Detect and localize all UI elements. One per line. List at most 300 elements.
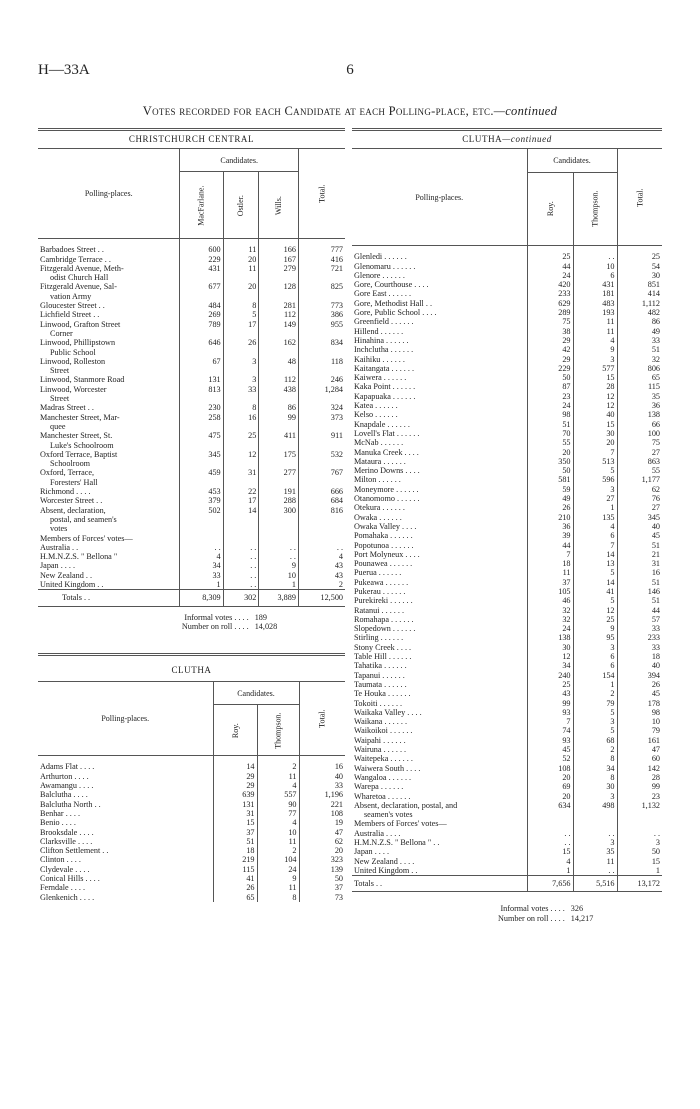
vote-count <box>223 273 259 282</box>
table-row <box>352 633 662 642</box>
section-title-christchurch-central: CHRISTCHURCH CENTRAL <box>128 134 255 144</box>
vote-count: 777 <box>298 239 345 255</box>
table-row <box>38 431 345 440</box>
table-row <box>352 680 662 689</box>
table-row <box>352 857 662 866</box>
table-row <box>352 317 662 326</box>
table-row <box>38 524 345 533</box>
vote-count: 26 <box>617 680 662 689</box>
vote-count: 1,112 <box>617 299 662 308</box>
number-on-roll-value: 14,217 <box>570 913 594 923</box>
polling-place-name: Japan . . . . <box>40 561 76 571</box>
table-row <box>352 503 662 512</box>
vote-count: 32 <box>527 606 573 615</box>
vote-count: 789 <box>180 320 223 329</box>
vote-count: 8 <box>223 403 259 412</box>
vote-count: 639 <box>213 790 257 799</box>
vote-count: 229 <box>180 255 223 264</box>
polling-place-name: Members of Forces' votes— <box>354 819 447 829</box>
table-row <box>352 485 662 494</box>
vote-count: 581 <box>527 475 573 484</box>
table-row <box>352 475 662 484</box>
vote-count: 98 <box>527 410 573 419</box>
informal-votes-value: 326 <box>570 904 584 914</box>
polling-place-name: Taumata . . . . . . <box>354 679 407 689</box>
table-row <box>352 652 662 661</box>
vote-count: 502 <box>180 506 223 515</box>
vote-count: 221 <box>299 800 345 809</box>
vote-count: 162 <box>259 338 299 347</box>
polling-place-name: Glenledi . . . . . . <box>354 252 407 262</box>
total-header-label: Total. <box>317 184 327 203</box>
polling-place-name: Benio . . . . <box>40 818 76 828</box>
vote-count <box>223 478 259 487</box>
table-row <box>352 847 662 856</box>
vote-count: 2 <box>257 756 299 772</box>
vote-count: 240 <box>527 671 573 680</box>
vote-count: 149 <box>259 320 299 329</box>
polling-place-name: Kaihiku . . . . . . <box>354 354 405 364</box>
vote-count: 76 <box>617 494 662 503</box>
polling-place-name: Absent, declaration, postal, and <box>354 800 458 810</box>
vote-count: . . <box>180 543 223 552</box>
polling-place-name: Schoolroom <box>50 459 91 469</box>
table-row <box>352 624 662 633</box>
vote-count: 16 <box>299 756 345 772</box>
vote-count <box>527 810 573 819</box>
polling-place-name: Linwood, Grafton Street <box>40 319 121 329</box>
vote-count <box>259 534 299 543</box>
vote-count: 7 <box>573 448 617 457</box>
polling-place-name: postal, and seamen's <box>50 514 117 524</box>
vote-count: 51 <box>617 578 662 587</box>
polling-place-name: Purekireki . . . . . . <box>354 596 413 606</box>
vote-count: 532 <box>298 450 345 459</box>
polling-place-name: Brooksdale . . . . <box>40 827 94 837</box>
vote-count: 1 <box>180 580 223 590</box>
table-row <box>38 338 345 347</box>
table-row <box>38 506 345 515</box>
vote-count: 15 <box>617 857 662 866</box>
polling-place-name: Clinton . . . . <box>40 855 81 865</box>
vote-count: 27 <box>617 448 662 457</box>
vote-count: 955 <box>298 320 345 329</box>
vote-count: 193 <box>573 308 617 317</box>
vote-count: 43 <box>298 571 345 580</box>
polling-place-name: Stony Creek . . . . <box>354 642 412 652</box>
vote-count: 55 <box>617 466 662 475</box>
vote-count: 210 <box>527 513 573 522</box>
table-row <box>38 478 345 487</box>
polling-place-name: Tokoiti . . . . . . <box>354 698 403 708</box>
polling-place-name: Glenore . . . . . . <box>354 270 405 280</box>
vote-count: 289 <box>527 308 573 317</box>
vote-count: 1,177 <box>617 475 662 484</box>
vote-count <box>617 810 662 819</box>
vote-count: 99 <box>527 699 573 708</box>
vote-count: 10 <box>257 828 299 837</box>
vote-count: 8 <box>573 754 617 763</box>
polling-place-name: Waipahi . . . . . . <box>354 735 406 745</box>
polling-place-name: Wharetoa . . . . . . <box>354 791 411 801</box>
vote-count: . . <box>527 829 573 838</box>
section-title-suffix: —continued <box>502 134 552 144</box>
vote-count: 138 <box>527 633 573 642</box>
vote-count: 15 <box>573 373 617 382</box>
vote-count: 36 <box>617 401 662 410</box>
polling-place-name: Waikaka Valley . . . . <box>354 707 422 717</box>
vote-count: 258 <box>180 413 223 422</box>
table-row <box>38 310 345 319</box>
vote-count <box>259 329 299 338</box>
vote-count: 112 <box>259 375 299 384</box>
polling-place-name: Warepa . . . . . . <box>354 782 404 792</box>
polling-place-name: Ferndale . . . . <box>40 883 86 893</box>
vote-count: 394 <box>617 671 662 680</box>
vote-count: 2 <box>298 580 345 590</box>
polling-place-name: Awamangu . . . . <box>40 781 94 791</box>
vote-count: 65 <box>213 893 257 902</box>
vote-count <box>259 348 299 357</box>
clutha-continued-body <box>352 246 662 876</box>
polling-place-name: New Zealand . . <box>40 570 93 580</box>
vote-count: 135 <box>573 513 617 522</box>
vote-count: 25 <box>617 246 662 262</box>
table-row <box>38 561 345 570</box>
vote-count: 11 <box>573 327 617 336</box>
vote-count: 57 <box>617 615 662 624</box>
vote-count: 629 <box>527 299 573 308</box>
polling-places-header: Polling-places. <box>352 149 527 246</box>
vote-count: 8 <box>257 893 299 902</box>
vote-count: 420 <box>527 280 573 289</box>
vote-count: 131 <box>180 375 223 384</box>
vote-count: 79 <box>617 726 662 735</box>
page-code: H—33A <box>38 62 90 78</box>
table-row <box>38 756 345 772</box>
vote-count: 1,132 <box>617 801 662 810</box>
vote-count: 12 <box>573 401 617 410</box>
vote-count: 104 <box>257 855 299 864</box>
vote-count: 7 <box>527 717 573 726</box>
vote-count: 10 <box>259 571 299 580</box>
table-row <box>352 671 662 680</box>
table-row <box>38 846 345 855</box>
polling-place-name: Clifton Settlement . . <box>40 846 109 856</box>
vote-count: 11 <box>223 264 259 273</box>
polling-place-name: Pomahaka . . . . . . <box>354 531 413 541</box>
vote-count: 14 <box>573 578 617 587</box>
vote-count: 118 <box>298 357 345 366</box>
table-row <box>352 661 662 670</box>
table-row <box>38 394 345 403</box>
polling-place-name: quee <box>50 421 66 431</box>
polling-place-name: Clarksville . . . . <box>40 836 93 846</box>
vote-count <box>180 422 223 431</box>
table-row <box>352 355 662 364</box>
vote-count: 2 <box>573 745 617 754</box>
polling-place-name: Cambridge Terrace . . <box>40 254 111 264</box>
polling-place-name: Japan . . . . <box>354 847 390 857</box>
table-row <box>38 375 345 384</box>
vote-count: 277 <box>259 468 299 477</box>
vote-count: 677 <box>180 282 223 291</box>
vote-count: 3 <box>573 792 617 801</box>
vote-count: 27 <box>617 503 662 512</box>
vote-count: 4 <box>180 552 223 561</box>
table-row <box>352 420 662 429</box>
vote-count: 15 <box>213 818 257 827</box>
vote-count: 5 <box>573 596 617 605</box>
candidates-header: Candidates. <box>180 149 299 172</box>
total-header <box>299 682 345 756</box>
vote-count: 863 <box>617 457 662 466</box>
vote-count: 773 <box>298 301 345 310</box>
vote-count: 14 <box>573 550 617 559</box>
vote-count: 5 <box>573 466 617 475</box>
right-column <box>352 128 662 923</box>
vote-count: 33 <box>299 781 345 790</box>
vote-count: 4 <box>257 818 299 827</box>
table-row <box>352 689 662 698</box>
polling-place-name: H.M.N.Z.S. " Bellona " . . <box>354 838 440 847</box>
vote-count: 11 <box>573 857 617 866</box>
vote-count: 386 <box>298 310 345 319</box>
total-header <box>617 149 662 246</box>
vote-count: 62 <box>617 485 662 494</box>
table-row <box>352 392 662 401</box>
table-row <box>352 866 662 876</box>
polling-place-name: Katea . . . . . . <box>354 401 398 411</box>
vote-count: 279 <box>259 264 299 273</box>
vote-count: 31 <box>223 468 259 477</box>
totals-value: 3,889 <box>259 590 299 606</box>
left-column <box>38 128 345 902</box>
vote-count: 19 <box>299 818 345 827</box>
polling-place-name: Stirling . . . . . . <box>354 633 404 643</box>
vote-count: 54 <box>617 262 662 271</box>
vote-count: 38 <box>527 327 573 336</box>
vote-count: 323 <box>299 855 345 864</box>
vote-count: 484 <box>180 301 223 310</box>
candidate-name: Wills. <box>274 195 283 215</box>
vote-count: 41 <box>213 874 257 883</box>
vote-count: 233 <box>527 289 573 298</box>
vote-count: 721 <box>298 264 345 273</box>
vote-count: 90 <box>257 800 299 809</box>
vote-count <box>298 348 345 357</box>
table-row <box>352 819 662 828</box>
vote-count: 23 <box>527 392 573 401</box>
vote-count: 45 <box>617 531 662 540</box>
table-row <box>352 410 662 419</box>
vote-count: . . <box>527 838 573 847</box>
vote-count: 4 <box>298 552 345 561</box>
totals-value: 13,172 <box>617 876 662 892</box>
table-row <box>352 792 662 801</box>
vote-count: 175 <box>259 450 299 459</box>
vote-count: 12 <box>573 606 617 615</box>
vote-count <box>180 273 223 282</box>
vote-count: 8 <box>223 301 259 310</box>
vote-count: 513 <box>573 457 617 466</box>
candidate-name: Thompson. <box>590 190 600 228</box>
vote-count: 29 <box>213 781 257 790</box>
vote-count: 1 <box>573 680 617 689</box>
table-row <box>352 289 662 298</box>
table-row <box>352 280 662 289</box>
vote-count: 33 <box>223 385 259 394</box>
informal-votes-value: 189 <box>254 612 267 622</box>
candidate-header <box>257 705 299 756</box>
table-row <box>352 615 662 624</box>
table-row <box>352 438 662 447</box>
table-row <box>352 550 662 559</box>
vote-count: 20 <box>299 846 345 855</box>
vote-count: 246 <box>298 375 345 384</box>
vote-count: 9 <box>573 624 617 633</box>
vote-count: 5 <box>223 310 259 319</box>
vote-count: 416 <box>298 255 345 264</box>
candidate-name: Roy. <box>230 723 240 738</box>
polling-place-name: Luke's Schoolroom <box>50 440 114 450</box>
vote-count: . . <box>573 829 617 838</box>
polling-place-name: Worcester Street . . <box>40 496 103 506</box>
polling-place-name: Arthurton . . . . <box>40 771 89 781</box>
polling-place-name: Clydevale . . . . <box>40 864 90 874</box>
totals-label: Totals . . <box>352 876 527 892</box>
vote-count: 288 <box>259 496 299 505</box>
vote-count: 24 <box>257 865 299 874</box>
page-number: 6 <box>346 62 354 78</box>
polling-place-name: Manuka Creek . . . . <box>354 447 419 457</box>
candidate-header <box>180 172 223 239</box>
polling-place-name: Waikana . . . . . . <box>354 717 407 727</box>
table-row <box>38 413 345 422</box>
vote-count: 50 <box>299 874 345 883</box>
vote-count <box>180 459 223 468</box>
polling-place-name: Romahapa . . . . . . <box>354 614 414 624</box>
vote-count: 350 <box>527 457 573 466</box>
table-row <box>38 301 345 310</box>
vote-count: 219 <box>213 855 257 864</box>
vote-count <box>298 515 345 524</box>
polling-places-header: Polling-places. <box>38 682 213 756</box>
polling-place-name: Corner <box>50 328 73 338</box>
table-row <box>38 292 345 301</box>
vote-count <box>259 441 299 450</box>
vote-count <box>180 478 223 487</box>
vote-count: 44 <box>527 262 573 271</box>
polling-place-name: McNab . . . . . . <box>354 438 404 448</box>
polling-place-name: Merino Downs . . . . <box>354 466 420 476</box>
informal-votes-line <box>38 613 345 622</box>
totals-row <box>38 590 345 606</box>
table-row <box>38 837 345 846</box>
totals-value: 12,500 <box>298 590 345 606</box>
vote-count: 1,196 <box>299 790 345 799</box>
vote-count: 49 <box>527 494 573 503</box>
vote-count: 161 <box>617 736 662 745</box>
polling-place-name: Otekura . . . . . . <box>354 503 405 513</box>
vote-count: 142 <box>617 764 662 773</box>
vote-count: 300 <box>259 506 299 515</box>
vote-count: 86 <box>259 403 299 412</box>
polling-place-name: Mataura . . . . . . <box>354 456 406 466</box>
polling-place-name: H.M.N.Z.S. " Bellona " <box>40 552 118 562</box>
vote-count <box>259 422 299 431</box>
number-on-roll-line <box>38 622 345 631</box>
table-row <box>38 781 345 790</box>
totals-value: 5,516 <box>573 876 617 892</box>
vote-count: 498 <box>573 801 617 810</box>
polling-place-name: United Kingdom . . <box>354 865 418 875</box>
table-row <box>352 373 662 382</box>
table-row <box>352 345 662 354</box>
polling-place-name: Benhar . . . . <box>40 808 81 818</box>
vote-count: 7 <box>573 541 617 550</box>
vote-count: 324 <box>298 403 345 412</box>
candidate-name: MacFarlane. <box>196 185 206 226</box>
table-row <box>352 708 662 717</box>
vote-count: 20 <box>527 448 573 457</box>
vote-count: 26 <box>527 503 573 512</box>
polling-place-name: Absent, declaration, <box>40 505 106 515</box>
vote-count: 166 <box>259 239 299 255</box>
vote-count: 3 <box>573 717 617 726</box>
polling-place-name: Conical Hills . . . . <box>40 874 100 884</box>
vote-count: 40 <box>299 772 345 781</box>
vote-count <box>223 441 259 450</box>
vote-count: . . <box>298 543 345 552</box>
vote-count: 41 <box>573 587 617 596</box>
vote-count: 431 <box>573 280 617 289</box>
vote-count: 26 <box>223 338 259 347</box>
table-row <box>38 329 345 338</box>
vote-count: 23 <box>617 792 662 801</box>
table-row <box>38 385 345 394</box>
candidate-name: Roy. <box>545 201 555 217</box>
polling-place-name: Moneymore . . . . . . <box>354 484 419 494</box>
vote-count: 75 <box>527 317 573 326</box>
vote-count: 16 <box>223 413 259 422</box>
vote-count: 70 <box>527 429 573 438</box>
vote-count: 30 <box>617 271 662 280</box>
vote-count: 128 <box>259 282 299 291</box>
vote-count: 31 <box>617 559 662 568</box>
vote-count: 167 <box>259 255 299 264</box>
table-row <box>352 513 662 522</box>
vote-count <box>180 292 223 301</box>
polling-place-name: Madras Street . . <box>40 403 94 413</box>
title-suffix: —continued <box>493 104 558 118</box>
vote-count: 5 <box>573 726 617 735</box>
vote-count: 1,284 <box>298 385 345 394</box>
christchurch-central-table <box>38 148 345 606</box>
polling-place-name: Table Hill . . . . . . <box>354 652 412 662</box>
polling-place-name: Lichfield Street . . <box>40 310 100 320</box>
table-row <box>38 828 345 837</box>
vote-count: 1 <box>573 503 617 512</box>
table-row <box>352 810 662 819</box>
vote-count: 50 <box>617 847 662 856</box>
number-on-roll-label: Number on roll . . . . <box>181 621 249 631</box>
section-title-text: CLUTHA <box>462 134 503 144</box>
vote-count: 181 <box>573 289 617 298</box>
vote-count: 20 <box>223 282 259 291</box>
vote-count: . . <box>223 571 259 580</box>
title-main: Votes recorded for each Candidate at each Polling-place, etc. <box>142 104 494 118</box>
